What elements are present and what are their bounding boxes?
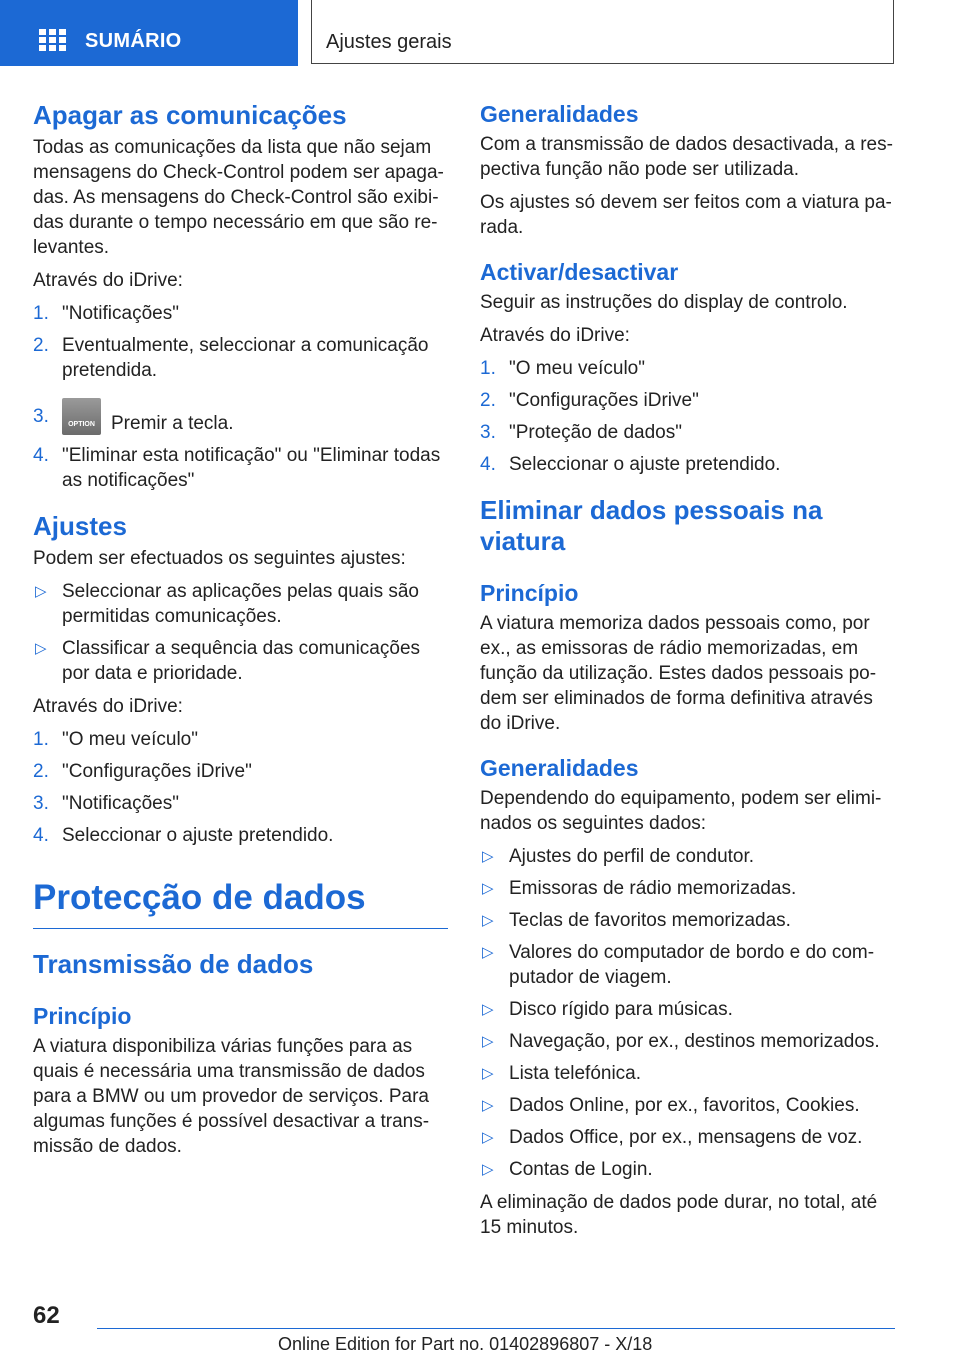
list-item: ▷ Seleccionar as aplicações pelas quais são permitidas comunicações. bbox=[35, 581, 419, 627]
triangle-bullet-icon: ▷ bbox=[482, 1097, 494, 1114]
section-title-settings: Ajustes bbox=[33, 511, 127, 541]
chapter-divider bbox=[33, 928, 448, 929]
list-item: ▷ Dados Office, por ex., mensagens de voz. bbox=[482, 1127, 863, 1148]
paragraph: Dependendo do equipamento, podem ser elimi- nados os seguintes dados: bbox=[480, 788, 882, 834]
list-item: 1. "O meu veículo" bbox=[480, 358, 645, 379]
grid-menu-icon bbox=[39, 29, 67, 51]
subsection-title: Activar/desactivar bbox=[480, 259, 679, 285]
triangle-bullet-icon: ▷ bbox=[35, 640, 47, 657]
list-item: ▷ Classificar a sequência das comunicações por data e prioridade. bbox=[35, 638, 421, 684]
list-item: ▷ Disco rígido para músicas. bbox=[482, 999, 733, 1020]
list-item: 2. "Configurações iDrive" bbox=[33, 761, 252, 782]
list-item: ▷ Valores do computador de bordo e do com- putador de viagem. bbox=[482, 942, 875, 988]
triangle-bullet-icon: ▷ bbox=[482, 848, 494, 865]
list-item: ▷ Navegação, por ex., destinos memorizados. bbox=[482, 1031, 880, 1052]
triangle-bullet-icon: ▷ bbox=[482, 1129, 494, 1146]
paragraph: A viatura memoriza dados pessoais como, por ex., as emissoras de rádio memorizadas, em função da utilização. Estes dados pessoais po- dem ser eliminados de forma definitiva através do iDrive. bbox=[480, 613, 877, 734]
triangle-bullet-icon: ▷ bbox=[482, 1033, 494, 1050]
paragraph: A viatura disponibiliza várias funções para as quais é necessária uma transmissão de dados para a BMW ou um provedor de serviços. Para algumas funções é possível desactivar a trans- missão de dados. bbox=[33, 1036, 430, 1157]
list-item: 4. Seleccionar o ajuste pretendido. bbox=[33, 825, 334, 846]
left-column bbox=[33, 100, 448, 1167]
page-number: 62 bbox=[33, 1302, 60, 1329]
bullet-list bbox=[480, 844, 895, 1182]
paragraph: Os ajustes só devem ser feitos com a viatura pa- rada. bbox=[480, 192, 892, 238]
section-title-delete-personal-data: Eliminar dados pessoais na viatura bbox=[480, 495, 823, 556]
numbered-list bbox=[33, 727, 448, 848]
subsection-title: Princípio bbox=[480, 580, 579, 606]
paragraph: A eliminação de dados pode durar, no total, até 15 minutos. bbox=[480, 1192, 878, 1238]
subsection-title: Generalidades bbox=[480, 755, 639, 781]
breadcrumb[interactable] bbox=[311, 0, 894, 64]
paragraph: Com a transmissão de dados desactivada, a res- pectiva função não pode ser utilizada. bbox=[480, 134, 893, 180]
summary-button-label: SUMÁRIO bbox=[85, 30, 182, 52]
right-column bbox=[480, 100, 895, 1248]
list-item: 1. "O meu veículo" bbox=[33, 729, 198, 750]
subsection-title: Princípio bbox=[33, 1003, 132, 1029]
bullet-list bbox=[33, 579, 448, 686]
list-item: 1. "Notificações" bbox=[33, 303, 179, 324]
summary-button[interactable] bbox=[0, 0, 298, 66]
subsection-title: Generalidades bbox=[480, 101, 639, 127]
list-item: ▷ Dados Online, por ex., favoritos, Cookies. bbox=[482, 1095, 860, 1116]
list-item: ▷ Lista telefónica. bbox=[482, 1063, 642, 1084]
list-item: ▷ Ajustes do perfil de condutor. bbox=[482, 846, 755, 867]
triangle-bullet-icon: ▷ bbox=[482, 1001, 494, 1018]
list-item: 3. "Proteção de dados" bbox=[480, 422, 682, 443]
list-item: 4. "Eliminar esta notificação" ou "Eliminar todas as notificações" bbox=[33, 445, 441, 491]
breadcrumb-label: Ajustes gerais bbox=[326, 31, 452, 53]
list-item: ▷ Contas de Login. bbox=[482, 1159, 653, 1180]
footer-edition: Online Edition for Part no. 01402896807 - X/18 bbox=[278, 1334, 653, 1354]
list-item: 3. "Notificações" bbox=[33, 793, 179, 814]
paragraph: Todas as comunicações da lista que não sejam mensagens do Check-Control podem ser apaga- das. As mensagens do Check-Control são exibi- das durante o tempo necessário em que são re- levantes. bbox=[33, 137, 444, 258]
paragraph: Através do iDrive: bbox=[480, 325, 630, 346]
triangle-bullet-icon: ▷ bbox=[482, 880, 494, 897]
triangle-bullet-icon: ▷ bbox=[482, 1065, 494, 1082]
list-item: ▷ Teclas de favoritos memorizadas. bbox=[482, 910, 791, 931]
triangle-bullet-icon: ▷ bbox=[482, 912, 494, 929]
list-item: 3. OPTION Premir a tecla. bbox=[33, 390, 448, 436]
chapter-title: Protecção de dados bbox=[33, 878, 366, 917]
list-item: 4. Seleccionar o ajuste pretendido. bbox=[480, 454, 781, 475]
paragraph: Através do iDrive: bbox=[33, 696, 183, 717]
triangle-bullet-icon: ▷ bbox=[482, 944, 494, 961]
paragraph: Seguir as instruções do display de controlo. bbox=[480, 292, 848, 313]
paragraph: Através do iDrive: bbox=[33, 270, 183, 291]
section-title-data-transmission: Transmissão de dados bbox=[33, 949, 314, 979]
numbered-list bbox=[480, 356, 895, 477]
option-key-icon: OPTION bbox=[62, 398, 101, 435]
numbered-list bbox=[33, 301, 448, 493]
list-item: 2. Eventualmente, seleccionar a comunicação pretendida. bbox=[33, 335, 429, 381]
list-item: 2. "Configurações iDrive" bbox=[480, 390, 699, 411]
footer-divider bbox=[97, 1328, 895, 1329]
page-header bbox=[0, 0, 960, 66]
paragraph: Podem ser efectuados os seguintes ajustes: bbox=[33, 548, 406, 569]
triangle-bullet-icon: ▷ bbox=[35, 583, 47, 600]
triangle-bullet-icon: ▷ bbox=[482, 1161, 494, 1178]
section-title-delete-messages: Apagar as comunicações bbox=[33, 100, 347, 130]
list-item: ▷ Emissoras de rádio memorizadas. bbox=[482, 878, 797, 899]
